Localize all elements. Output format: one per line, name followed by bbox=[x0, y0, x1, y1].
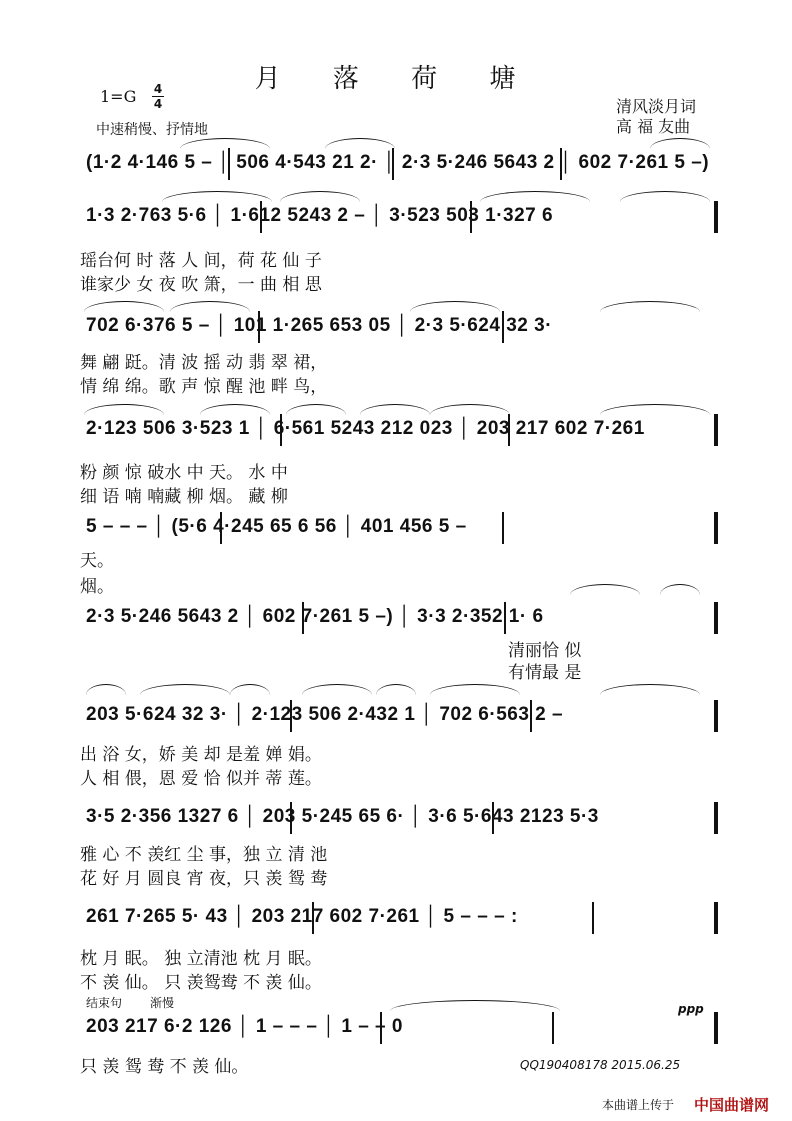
lyric-verse-2: 谁家少 女 夜 吹 箫，一 曲 相 思 bbox=[80, 275, 322, 295]
score-row-8 bbox=[80, 798, 720, 838]
meter-top: 4 bbox=[153, 82, 163, 96]
lyricist-credit: 清风淡月词 bbox=[616, 97, 697, 116]
meter-bottom: 4 bbox=[153, 97, 163, 111]
score-row-9 bbox=[80, 898, 720, 938]
tempo-marking: 中速稍慢、抒情地 bbox=[96, 122, 208, 138]
notation-line: (1·2 4·146 5 – │ 506 4·543 21 2· │ 2·3 5·246 5643 2 │ 602 7·261 5 –) bbox=[86, 152, 710, 173]
ending-tempo: 渐慢 bbox=[150, 996, 175, 1010]
lyric-verse-2: 不 羡 仙。 只 羡鸳鸯 不 羡 仙。 bbox=[80, 973, 322, 993]
score-row-7 bbox=[80, 696, 720, 736]
notation-line: 1·3 2·763 5·6 │ 1·612 5243 2 – │ 3·523 503 1·327 6 bbox=[86, 205, 554, 226]
lyric-verse-2: 人 相 偎，恩 爱 恰 似并 蒂 莲。 bbox=[80, 769, 322, 789]
notation-line: 3·5 2·356 1327 6 │ 203 5·245 65 6· │ 3·6 5·643 2123 5·3 bbox=[86, 806, 599, 827]
score-row-3 bbox=[80, 307, 720, 347]
score-row-6 bbox=[80, 598, 720, 638]
page-title: 月 落 荷 塘 bbox=[254, 64, 538, 94]
lyric-verse-2: 花 好 月 圆良 宵 夜，只 羡 鸳 鸯 bbox=[80, 869, 328, 889]
lyric-verse-1: 天。 bbox=[80, 551, 114, 571]
notation-line: 2·123 506 3·523 1 │ 6·561 5243 212 023 │ 203 217 602 7·261 bbox=[86, 418, 645, 439]
lyric-verse-1: 只 羡 鸳 鸯 不 羡 仙。 bbox=[80, 1057, 249, 1077]
time-signature bbox=[152, 83, 164, 110]
notation-line: 261 7·265 5· 43 │ 203 217 602 7·261 │ 5 – – – : bbox=[86, 906, 518, 927]
score-row-2 bbox=[80, 197, 720, 237]
lyric-verse-1: 舞 翩 跹。清 波 摇 动 翡 翠 裙， bbox=[80, 353, 328, 373]
dynamic-marking: ppp bbox=[678, 1002, 704, 1016]
score-row-5 bbox=[80, 508, 720, 548]
notation-line: 203 5·624 32 3· │ 2·123 506 2·432 1 │ 702 6·563 2 – bbox=[86, 704, 564, 725]
upload-note: 本曲谱上传于 bbox=[602, 1098, 675, 1112]
notation-line: 5 – – – │ (5·6 4·245 65 6 56 │ 401 456 5 – bbox=[86, 516, 467, 537]
signature: QQ190408178 2015.06.25 bbox=[520, 1058, 681, 1072]
lyric-verse-1: 枕 月 眠。 独 立清池 枕 月 眠。 bbox=[80, 949, 322, 969]
notation-line: 702 6·376 5 – │ 101 1·265 653 05 │ 2·3 5·624 32 3· bbox=[86, 315, 553, 336]
lyric-verse-1: 雅 心 不 羡红 尘 事，独 立 清 池 bbox=[80, 845, 328, 865]
notation-line: 203 217 6·2 126 │ 1 – – – │ 1 – – 0 bbox=[86, 1016, 403, 1037]
score-row-1 bbox=[80, 144, 720, 184]
notation-line: 2·3 5·246 5643 2 │ 602 7·261 5 –) │ 3·3 2·352 1· 6 bbox=[86, 606, 544, 627]
lyric-verse-2: 有情最 是 bbox=[508, 663, 582, 683]
score-row-4 bbox=[80, 410, 720, 450]
lyric-verse-2: 情 绵 绵。歌 声 惊 醒 池 畔 鸟， bbox=[80, 377, 328, 397]
key-signature: 1=G bbox=[100, 87, 137, 106]
site-logo: 中国曲谱网 bbox=[694, 1096, 770, 1114]
composer-credit: 高 福 友曲 bbox=[616, 117, 691, 136]
lyric-verse-1: 出 浴 女，娇 美 却 是羞 婵 娟。 bbox=[80, 745, 322, 765]
ending-label: 结束句 bbox=[86, 996, 123, 1010]
lyric-verse-2: 细 语 喃 喃藏 柳 烟。 藏 柳 bbox=[80, 487, 288, 507]
lyric-verse-1: 瑶台何 时 落 人 间，荷 花 仙 子 bbox=[80, 251, 322, 271]
lyric-verse-1: 粉 颜 惊 破水 中 天。 水 中 bbox=[80, 463, 288, 483]
lyric-verse-1: 清丽恰 似 bbox=[508, 641, 582, 661]
lyric-verse-2: 烟。 bbox=[80, 577, 114, 597]
